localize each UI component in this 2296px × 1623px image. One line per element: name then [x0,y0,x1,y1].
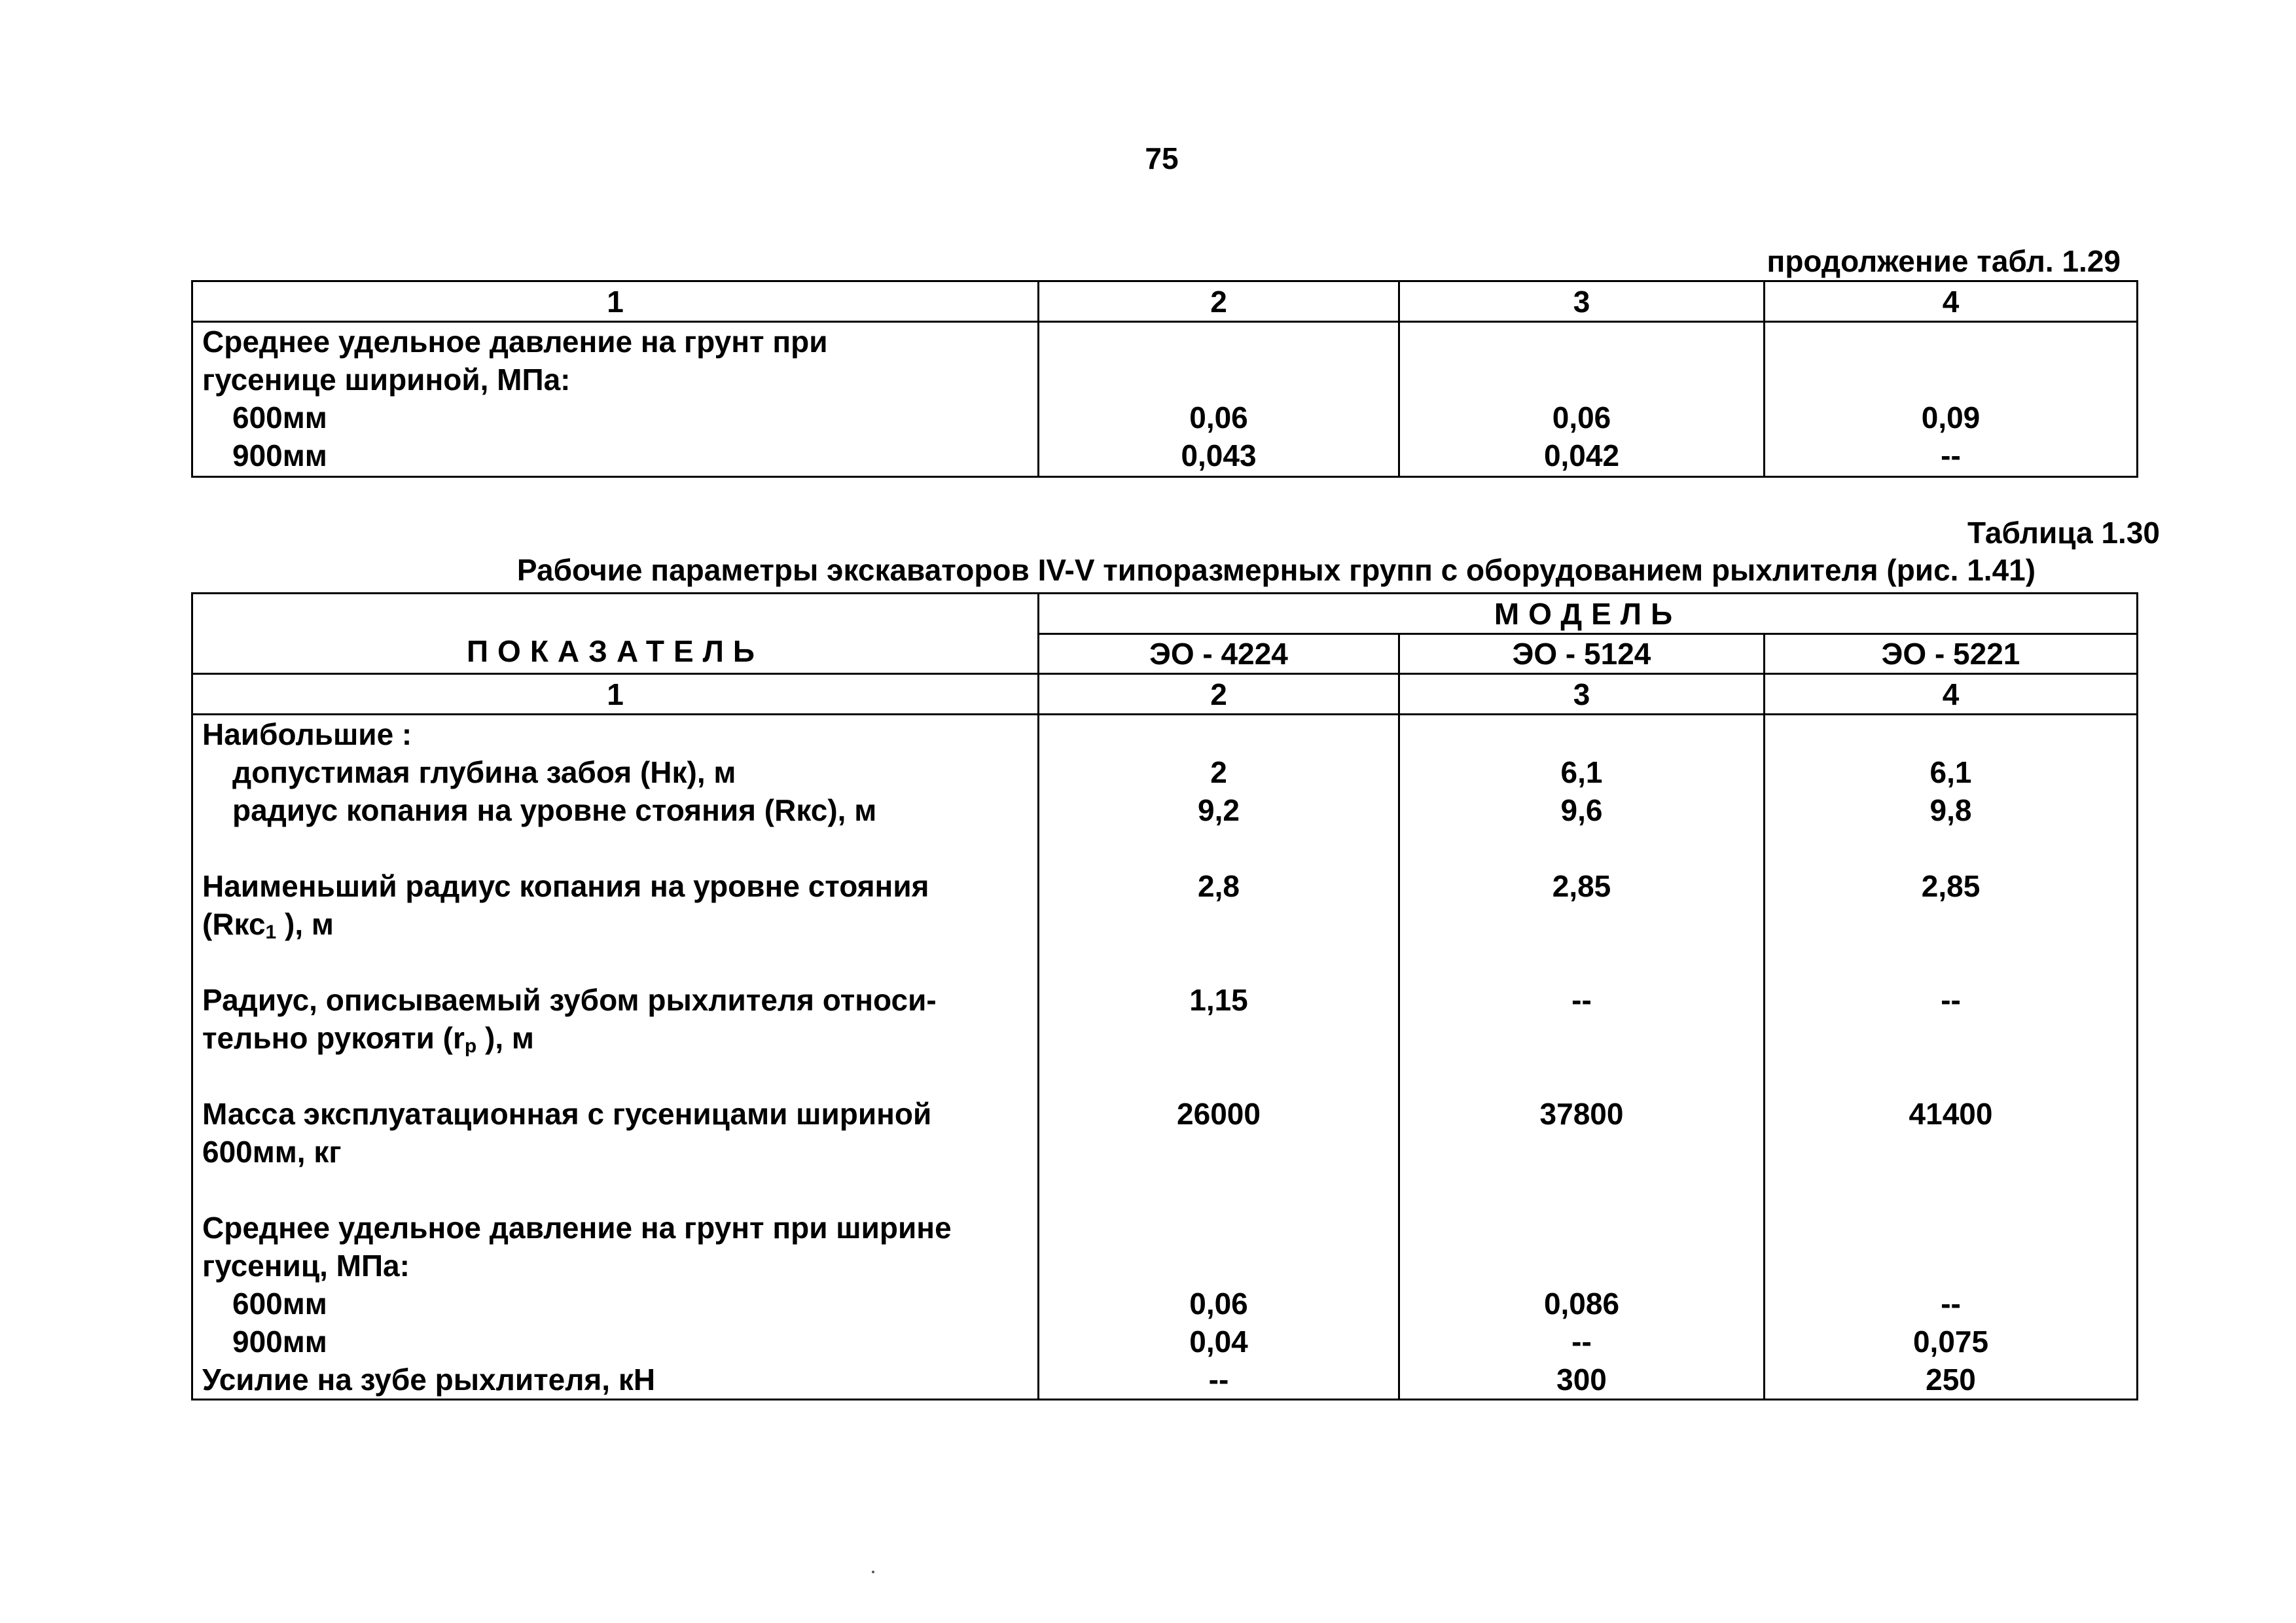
value: 250 [1926,1363,1976,1397]
value-cell [1399,715,1765,1400]
value: 0,06 [1189,1287,1248,1321]
col-number: 4 [1765,281,2138,322]
value: -- [1941,983,1961,1017]
table-1-30 [191,592,2138,1400]
param-label: гусенице шириной, МПа: [202,363,571,397]
table-1-29-continuation [191,280,2138,478]
param-label: 600мм, кг [202,1135,342,1169]
param-cell [192,322,1039,477]
model-name: ЭО - 4224 [1039,634,1399,674]
value: 9,2 [1198,793,1240,827]
value-cell [1039,322,1399,477]
sub-row-label: 600мм [232,1287,327,1321]
value: 9,8 [1929,793,1972,827]
value: 0,06 [1552,401,1611,435]
value: 0,086 [1543,1287,1620,1321]
col-number: 1 [192,674,1039,715]
param-label: Наименьший радиус копания на уровне стояния [202,869,929,903]
value-cell [1765,322,2138,477]
col-number: 1 [192,281,1039,322]
value: 0,043 [1181,438,1257,473]
param-label: (Rкс$_1$ ), м [202,907,334,943]
value: -- [1571,1325,1592,1359]
param-label: допустимая глубина забоя (Нк), м [232,755,736,789]
col-number: 4 [1765,674,2138,715]
value: 2 [1210,755,1227,789]
group-title: Наибольшие : [202,717,412,751]
table-row [192,715,2138,1400]
col-number: 3 [1399,281,1765,322]
param-cell [192,715,1039,1400]
value: -- [1941,438,1961,473]
sub-row-label: 600мм [232,401,327,435]
param-label: Масса эксплуатационная с гусеницами шириной [202,1097,932,1131]
col-number: 2 [1039,281,1399,322]
value: 0,042 [1543,438,1620,473]
param-header: ПОКАЗАТЕЛЬ [192,594,1039,674]
model-name: ЭО - 5124 [1399,634,1765,674]
param-label: Среднее удельное давление на грунт при [202,325,828,359]
value-cell [1399,322,1765,477]
value: 37800 [1539,1097,1624,1131]
value: 0,075 [1912,1325,1989,1359]
value: 2,85 [1552,869,1611,903]
value-cell [1765,715,2138,1400]
column-number-row [192,281,2138,322]
value: 0,04 [1189,1325,1248,1359]
table-continuation-label: продолжение табл. 1.29 [1767,244,2121,278]
param-label: Среднее удельное давление на грунт при ширине [202,1211,952,1245]
value: 1,15 [1189,983,1248,1017]
value: 2,8 [1198,869,1240,903]
param-label: гусениц, МПа: [202,1249,410,1283]
param-label: Усилие на зубе рыхлителя, кН [202,1363,656,1397]
value: -- [1571,983,1592,1017]
value: 2,85 [1921,869,1981,903]
value: 26000 [1177,1097,1261,1131]
model-name: ЭО - 5221 [1765,634,2138,674]
model-header: МОДЕЛЬ [1039,594,2138,634]
value: 0,06 [1189,401,1248,435]
value: 300 [1556,1363,1607,1397]
value: 41400 [1909,1097,1993,1131]
scan-speck [872,1571,874,1573]
col-number: 3 [1399,674,1765,715]
value: 0,09 [1921,401,1981,435]
column-number-row [192,674,2138,715]
param-label: Радиус, описываемый зубом рыхлителя относи- [202,983,937,1017]
param-label: радиус копания на уровне стояния (Rкс), м [232,793,877,827]
value: 9,6 [1560,793,1603,827]
page-number: 75 [1145,141,1179,175]
table-title: Рабочие параметры экскаваторов IV-V типоразмерных групп с оборудованием рыхлителя (рис. 1.41) [516,553,2036,587]
value: 6,1 [1560,755,1603,789]
value: 6,1 [1929,755,1972,789]
value: -- [1941,1287,1961,1321]
sub-row-label: 900мм [232,438,327,473]
value-cell [1039,715,1399,1400]
col-number: 2 [1039,674,1399,715]
sub-row-label: 900мм [232,1325,327,1359]
model-header-row [192,594,2138,634]
param-label: тельно рукояти ($r_р$ ), м [202,1021,534,1057]
table-label: Таблица 1.30 [1967,516,2160,550]
table-row [192,322,2138,477]
value: -- [1208,1363,1229,1397]
